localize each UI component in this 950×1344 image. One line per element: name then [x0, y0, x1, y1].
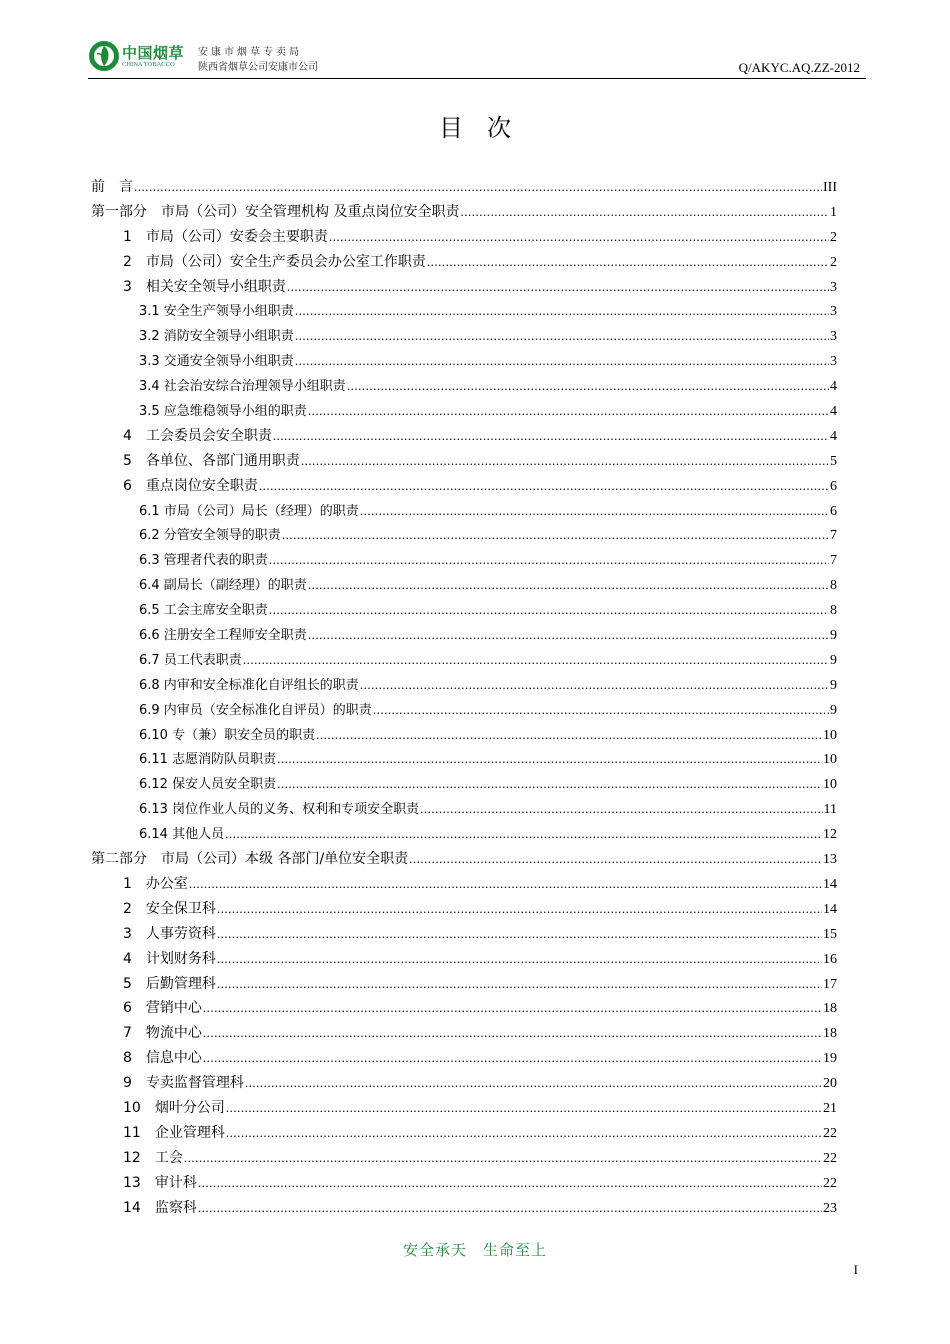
toc-entry[interactable] [91, 972, 837, 997]
toc-leader-dots [245, 1071, 822, 1096]
toc-entry-page: 13 [823, 852, 837, 868]
toc-entry-page: 7 [830, 528, 837, 544]
toc-entry[interactable] [91, 698, 837, 723]
toc-leader-dots [427, 250, 829, 275]
toc-entry-page: 2 [830, 254, 837, 270]
toc-entry-page: 23 [823, 1200, 837, 1216]
china-tobacco-logo-icon [88, 40, 120, 72]
toc-entry-label: 6.6 注册安全工程师安全职责 [139, 628, 307, 644]
toc-entry-page: 22 [823, 1150, 837, 1166]
toc-entry[interactable] [91, 299, 837, 324]
toc-leader-dots [217, 972, 822, 997]
toc-leader-dots [203, 1021, 822, 1046]
toc-entry-page: 22 [823, 1175, 837, 1191]
toc-entry-page: 16 [823, 951, 837, 967]
toc-entry[interactable] [91, 1071, 837, 1096]
toc-leader-dots [134, 175, 822, 200]
toc-entry[interactable] [91, 1096, 837, 1121]
toc-leader-dots [295, 324, 829, 349]
toc-entry-label: 6.2 分管安全领导的职责 [139, 528, 281, 544]
toc-entry-label: 3.1 安全生产领导小组职责 [139, 304, 294, 320]
company-name: 陕西省烟草公司安康市公司 [198, 62, 318, 73]
toc-leader-dots [295, 349, 829, 374]
toc-leader-dots [198, 1196, 822, 1221]
toc-entry-page: 10 [823, 777, 837, 793]
toc-entry[interactable] [91, 897, 837, 922]
toc-entry[interactable] [91, 996, 837, 1021]
toc-entry-label: 第一部分 市局（公司）安全管理机构 及重点岗位安全职责 [91, 203, 460, 220]
toc-entry-page: 7 [830, 553, 837, 569]
toc-leader-dots [301, 449, 829, 474]
toc-entry-page: 12 [823, 827, 837, 843]
toc-entry[interactable] [91, 399, 837, 424]
toc-entry-page: 1 [830, 204, 837, 220]
toc-entry-page: 4 [830, 379, 837, 395]
toc-entry-page: 9 [830, 628, 837, 644]
toc-leader-dots [217, 922, 822, 947]
toc-leader-dots [295, 299, 829, 324]
toc-entry[interactable] [91, 523, 837, 548]
toc-entry[interactable] [91, 424, 837, 449]
toc-entry[interactable] [91, 499, 837, 524]
toc-entry[interactable] [91, 747, 837, 772]
toc-leader-dots [226, 1096, 822, 1121]
toc-entry-label: 6.10 专（兼）职安全员的职责 [139, 727, 316, 743]
toc-entry[interactable] [91, 598, 837, 623]
toc-leader-dots [269, 598, 829, 623]
brand-name-cn: 中国烟草 [122, 44, 185, 62]
toc-entry-page: 6 [830, 503, 837, 519]
table-of-contents [91, 175, 837, 1220]
toc-entry[interactable] [91, 648, 837, 673]
toc-entry-label: 11 企业管理科 [123, 1124, 225, 1141]
toc-entry[interactable] [91, 623, 837, 648]
toc-entry-label: 9 专卖监督管理科 [123, 1075, 244, 1092]
toc-entry-label: 6.9 内审员（安全标准化自评员）的职责 [139, 702, 372, 718]
toc-leader-dots [409, 847, 822, 872]
toc-entry-page: 11 [823, 802, 837, 818]
toc-entry[interactable] [91, 1021, 837, 1046]
toc-entry-label: 6.7 员工代表职责 [139, 652, 242, 668]
toc-leader-dots [347, 374, 829, 399]
toc-entry-page: 2 [830, 229, 837, 245]
toc-entry-label: 13 审计科 [123, 1174, 197, 1191]
toc-leader-dots [282, 523, 829, 548]
toc-entry[interactable] [91, 374, 837, 399]
toc-entry-page: 20 [823, 1076, 837, 1092]
toc-entry[interactable] [91, 548, 837, 573]
toc-entry-page: 18 [823, 1026, 837, 1042]
toc-entry-label: 1 办公室 [123, 875, 188, 892]
brand-name-en: CHINA TOBACCO [122, 61, 175, 68]
toc-entry-label: 12 工会 [123, 1149, 183, 1166]
toc-entry-page: 4 [830, 428, 837, 444]
toc-entry[interactable] [91, 723, 837, 748]
toc-entry-label: 6.5 工会主席安全职责 [139, 603, 268, 619]
toc-entry-label: 6.12 保安人员安全职责 [139, 777, 277, 793]
toc-entry-label: 6.14 其他人员 [139, 827, 225, 843]
toc-leader-dots [460, 200, 829, 225]
toc-leader-dots [269, 548, 829, 573]
toc-leader-dots [360, 673, 829, 698]
toc-leader-dots [277, 747, 822, 772]
toc-entry-page: 9 [830, 702, 837, 718]
toc-entry-label: 3.3 交通安全领导小组职责 [139, 354, 294, 370]
toc-entry-label: 8 信息中心 [123, 1050, 202, 1067]
toc-entry-page: 10 [823, 752, 837, 768]
toc-entry-label: 6.3 管理者代表的职责 [139, 553, 268, 569]
toc-leader-dots [329, 225, 829, 250]
toc-entry-page: 6 [830, 478, 837, 494]
toc-entry-label: 5 各单位、各部门通用职责 [123, 452, 300, 469]
page-title: 目次 [439, 114, 535, 142]
toc-entry[interactable] [91, 175, 837, 200]
toc-entry[interactable] [91, 275, 837, 300]
toc-entry-label: 14 监察科 [123, 1199, 197, 1216]
toc-entry-label: 4 计划财务科 [123, 950, 216, 967]
toc-entry[interactable] [91, 797, 837, 822]
toc-entry-label: 6.4 副局长（副经理）的职责 [139, 578, 307, 594]
toc-leader-dots [308, 573, 829, 598]
toc-leader-dots [308, 623, 829, 648]
toc-leader-dots [226, 1121, 822, 1146]
footer-slogan: 安全承天 生命至上 [402, 1241, 547, 1259]
toc-leader-dots [225, 822, 822, 847]
toc-leader-dots [287, 275, 829, 300]
toc-leader-dots [273, 424, 829, 449]
toc-entry[interactable] [91, 673, 837, 698]
toc-entry-label: 4 工会委员会安全职责 [123, 427, 272, 444]
toc-entry-label: 3 人事劳资科 [123, 925, 216, 942]
toc-leader-dots [243, 648, 829, 673]
toc-entry[interactable] [91, 922, 837, 947]
toc-leader-dots [420, 797, 822, 822]
company-logo [88, 40, 328, 74]
toc-entry-label: 6.1 市局（公司）局长（经理）的职责 [139, 503, 359, 519]
toc-entry-label: 3.2 消防安全领导小组职责 [139, 329, 294, 345]
toc-entry-label: 3.4 社会治安综合治理领导小组职责 [139, 379, 346, 395]
toc-entry[interactable] [91, 1046, 837, 1071]
toc-leader-dots [198, 1171, 822, 1196]
toc-entry-page: 22 [823, 1125, 837, 1141]
toc-entry[interactable] [91, 449, 837, 474]
toc-entry-label: 第二部分 市局（公司）本级 各部门/单位安全职责 [91, 851, 409, 868]
toc-entry-label: 6.11 志愿消防队员职责 [139, 752, 277, 768]
toc-entry-page: 5 [830, 453, 837, 469]
toc-entry-label: 6.13 岗位作业人员的义务、权利和专项安全职责 [139, 802, 420, 818]
toc-entry-label: 1 市局（公司）安委会主要职责 [123, 228, 328, 245]
toc-leader-dots [217, 947, 822, 972]
toc-entry[interactable] [91, 1146, 837, 1171]
toc-entry-page: 18 [823, 1001, 837, 1017]
toc-entry[interactable] [91, 349, 837, 374]
toc-entry[interactable] [91, 1121, 837, 1146]
toc-leader-dots [184, 1146, 822, 1171]
toc-leader-dots [203, 1046, 822, 1071]
toc-entry-page: 3 [830, 329, 837, 345]
toc-leader-dots [217, 897, 822, 922]
toc-entry-label: 5 后勤管理科 [123, 975, 216, 992]
toc-entry-label: 6 重点岗位安全职责 [123, 477, 258, 494]
toc-entry-page: 3 [830, 354, 837, 370]
toc-entry-page: 8 [830, 578, 837, 594]
toc-entry-page: 3 [830, 279, 837, 295]
toc-entry[interactable] [91, 200, 837, 225]
toc-entry-label: 3 相关安全领导小组职责 [123, 278, 286, 295]
toc-entry[interactable] [91, 1171, 837, 1196]
toc-entry-label: 7 物流中心 [123, 1025, 202, 1042]
page-number: I [853, 1262, 858, 1277]
toc-entry-label: 2 安全保卫科 [123, 900, 216, 917]
toc-leader-dots [189, 872, 822, 897]
toc-entry-page: 3 [830, 304, 837, 320]
toc-entry-page: 15 [823, 926, 837, 942]
toc-entry-page: 4 [830, 404, 837, 420]
document-code: Q/AKYC.AQ.ZZ-2012 [738, 60, 860, 75]
toc-entry-page: 9 [830, 677, 837, 693]
toc-entry[interactable] [91, 847, 837, 872]
toc-leader-dots [308, 399, 829, 424]
toc-entry[interactable] [91, 872, 837, 897]
page-header [88, 40, 866, 79]
toc-leader-dots [277, 772, 822, 797]
toc-entry-label: 2 市局（公司）安全生产委员会办公室工作职责 [123, 253, 426, 270]
toc-entry-page: III [823, 180, 837, 195]
toc-entry[interactable] [91, 1196, 837, 1221]
toc-entry[interactable] [91, 822, 837, 847]
toc-entry-page: 14 [823, 901, 837, 917]
toc-entry-label: 6 营销中心 [123, 1000, 202, 1017]
toc-entry[interactable] [91, 772, 837, 797]
toc-entry-label: 10 烟叶分公司 [123, 1099, 225, 1116]
toc-entry-page: 21 [823, 1100, 837, 1116]
toc-entry[interactable] [91, 474, 837, 499]
toc-leader-dots [259, 474, 829, 499]
toc-entry-label: 3.5 应急维稳领导小组的职责 [139, 404, 307, 420]
toc-entry-page: 14 [823, 876, 837, 892]
toc-entry[interactable] [91, 573, 837, 598]
toc-entry-label: 前 言 [91, 179, 133, 195]
toc-leader-dots [373, 698, 829, 723]
toc-entry-label: 6.8 内审和安全标准化自评组长的职责 [139, 677, 359, 693]
toc-entry[interactable] [91, 250, 837, 275]
toc-entry[interactable] [91, 225, 837, 250]
toc-leader-dots [360, 499, 829, 524]
toc-leader-dots [316, 723, 822, 748]
bureau-name: 安康市烟草专卖局 [198, 47, 302, 58]
toc-entry-page: 8 [830, 603, 837, 619]
toc-entry-page: 17 [823, 976, 837, 992]
toc-entry[interactable] [91, 947, 837, 972]
toc-leader-dots [203, 996, 822, 1021]
toc-entry-page: 19 [823, 1051, 837, 1067]
toc-entry-page: 9 [830, 652, 837, 668]
toc-entry-page: 10 [823, 727, 837, 743]
toc-entry[interactable] [91, 324, 837, 349]
